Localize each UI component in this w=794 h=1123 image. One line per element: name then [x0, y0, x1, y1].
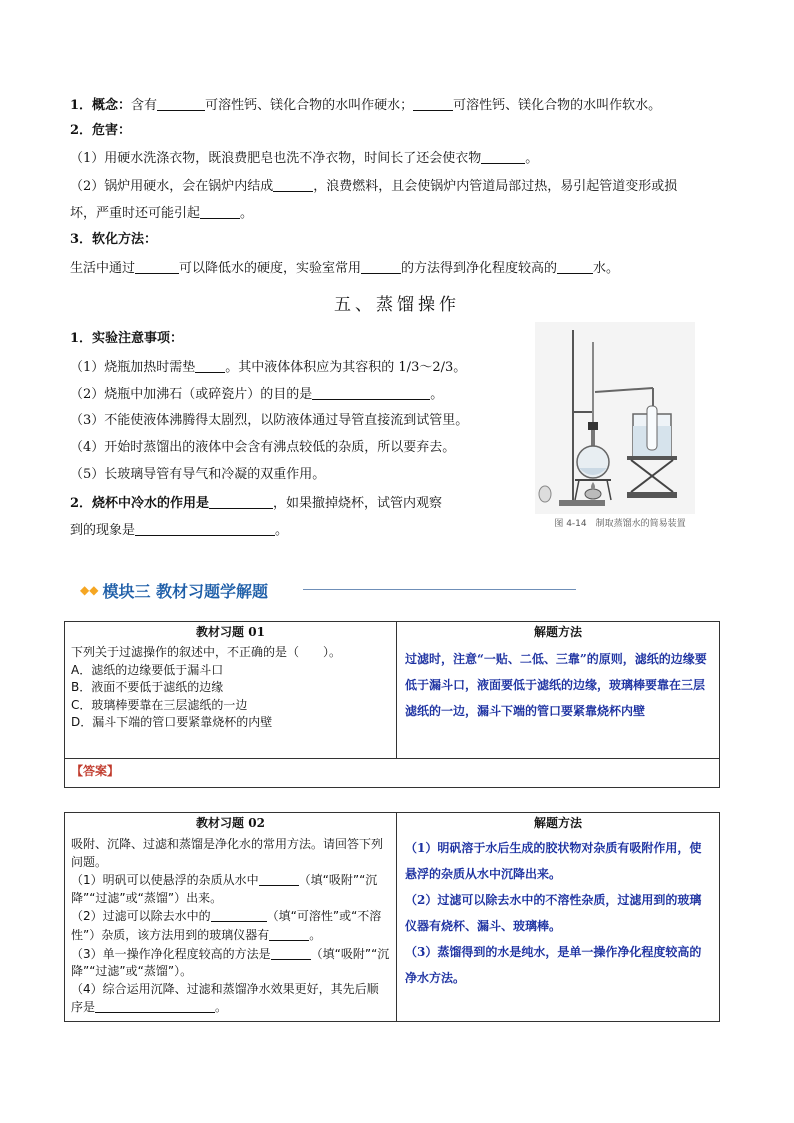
cold-water-line-cont: 到的现象是 。: [70, 523, 289, 538]
exercise-02-solution-cell: [397, 813, 720, 1022]
blank[interactable]: [273, 177, 313, 192]
exercise-01-answer-row: [65, 759, 720, 788]
blank[interactable]: [195, 358, 225, 373]
blank[interactable]: [271, 945, 311, 960]
blank[interactable]: [557, 259, 593, 274]
harm-item-2-cont: 坏，严重时还可能引起 。: [70, 206, 254, 221]
exercise-02-q3: （3）单一操作净化程度较高的方法是 （填“吸附”“沉降”“过滤”或“蒸馏”）。: [71, 946, 390, 979]
exercise-02-q2: （2）过滤可以除去水中的 （填“可溶性”或“不溶性”）杂质，该方法用到的玻璃仪器有 。: [71, 909, 382, 942]
option-d[interactable]: D．漏斗下端的管口要紧靠烧杯的内壁: [71, 715, 273, 730]
exercise-01-solution: 过滤时，注意“一贴、二低、三靠”的原则，滤纸的边缘要低于漏斗口，液面要低于滤纸的边缘，玻璃棒要靠在三层滤纸的一边，漏斗下端的管口要紧靠烧杯内壁: [405, 652, 707, 718]
cold-water-line: 2．烧杯中冷水的作用是 ，如果撤掉烧杯，试管内观察: [70, 496, 443, 511]
option-b[interactable]: B．液面不要低于滤纸的边缘: [71, 680, 224, 695]
exercise-01-solution-cell: [397, 622, 720, 759]
figure-caption: 图 4-14 制取蒸馏水的简易装置: [554, 519, 686, 529]
answer-label: 【答案】: [71, 764, 120, 778]
blank[interactable]: [312, 385, 430, 400]
exercise-02-solution-3: （3）蒸馏得到的水是纯水，是单一操作净化程度较高的净水方法。: [405, 945, 702, 985]
module-title: 模块三 教材习题学解题: [102, 581, 269, 601]
harm-item-1: （1）用硬水洗涤衣物，既浪费肥皂也洗不净衣物，时间长了还会使衣物 。: [70, 151, 539, 166]
blank[interactable]: [200, 204, 240, 219]
blank[interactable]: [259, 871, 299, 886]
solution-header: 解题方法: [533, 816, 582, 830]
concept-heading: 1．概念：: [70, 98, 132, 113]
blank[interactable]: [135, 259, 179, 274]
exercise-02-solution-1: （1）明矾溶于水后生成的胶状物对杂质有吸附作用，使悬浮的杂质从水中沉降出来。: [405, 841, 702, 881]
blank[interactable]: [209, 494, 273, 509]
solution-header: 解题方法: [533, 625, 582, 639]
exercise-02-header: 教材习题 02: [196, 816, 265, 830]
exercise-01-question-cell: [65, 622, 397, 759]
module-header: [80, 578, 268, 602]
section-title: 五、蒸馏操作: [334, 295, 460, 315]
blank[interactable]: [361, 259, 401, 274]
exercise-02-question-cell: [65, 813, 397, 1022]
exercise-01-table: [64, 621, 720, 788]
blank[interactable]: [135, 521, 275, 536]
module-divider: [303, 589, 576, 590]
note-item-1: （1）烧瓶加热时需垫 。其中液体体积应为其容积的 1/3～2/3。: [70, 360, 467, 375]
exercise-02-q4: （4）综合运用沉降、过滤和蒸馏净水效果更好，其先后顺序是 。: [71, 981, 379, 1015]
notes-heading: 1．实验注意事项：: [70, 331, 184, 346]
harm-item-2: （2）锅炉用硬水，会在锅炉内结成 ，浪费燃料，且会使锅炉内管道局部过热，易引起管道变形或损: [70, 179, 678, 194]
distillation-apparatus-figure: [535, 322, 695, 514]
exercise-02-q1: （1）明矾可以使悬浮的杂质从水中 （填“吸附”“沉降”“过滤”或“蒸馏”）出来。: [71, 873, 378, 905]
blank[interactable]: [413, 96, 453, 111]
exercise-02-solution-2: （2）过滤可以除去水中的不溶性杂质，过滤用到的玻璃仪器有烧杯、漏斗、玻璃棒。: [405, 893, 702, 933]
note-item-2: （2）烧瓶中加沸石（或碎瓷片）的目的是 。: [70, 387, 444, 402]
option-c[interactable]: C．玻璃棒要靠在三层滤纸的一边: [71, 697, 248, 712]
blank[interactable]: [95, 998, 215, 1013]
softening-line: 生活中通过 可以降低水的硬度，实验室常用 的方法得到净化程度较高的 水。: [70, 261, 620, 276]
softening-heading: 3．软化方法：: [70, 232, 158, 247]
blank[interactable]: [481, 149, 525, 164]
exercise-01-question: 下列关于过滤操作的叙述中，不正确的是（ ）。: [71, 645, 342, 659]
blank[interactable]: [211, 907, 267, 922]
harm-heading: 2．危害：: [70, 123, 132, 138]
note-item-4: （4）开始时蒸馏出的液体中会含有沸点较低的杂质，所以要弃去。: [70, 440, 456, 455]
concept-line: 1．概念：含有 可溶性钙、镁化合物的水叫作硬水； 可溶性钙、镁化合物的水叫作软水。: [70, 98, 662, 113]
option-a[interactable]: A．滤纸的边缘要低于漏斗口: [71, 662, 224, 677]
note-item-3: （3）不能使液体沸腾得太剧烈，以防液体通过导管直接流到试管里。: [70, 413, 469, 428]
exercise-02-table: [64, 812, 720, 1022]
blank[interactable]: [269, 926, 309, 941]
blank[interactable]: [157, 96, 205, 111]
exercise-02-intro: 吸附、沉降、过滤和蒸馏是净化水的常用方法。请回答下列问题。: [71, 837, 384, 869]
note-item-5: （5）长玻璃导管有导气和冷凝的双重作用。: [70, 467, 326, 482]
exercise-01-header: 教材习题 01: [196, 625, 265, 639]
diamond-icon: ◆◆: [80, 583, 99, 597]
